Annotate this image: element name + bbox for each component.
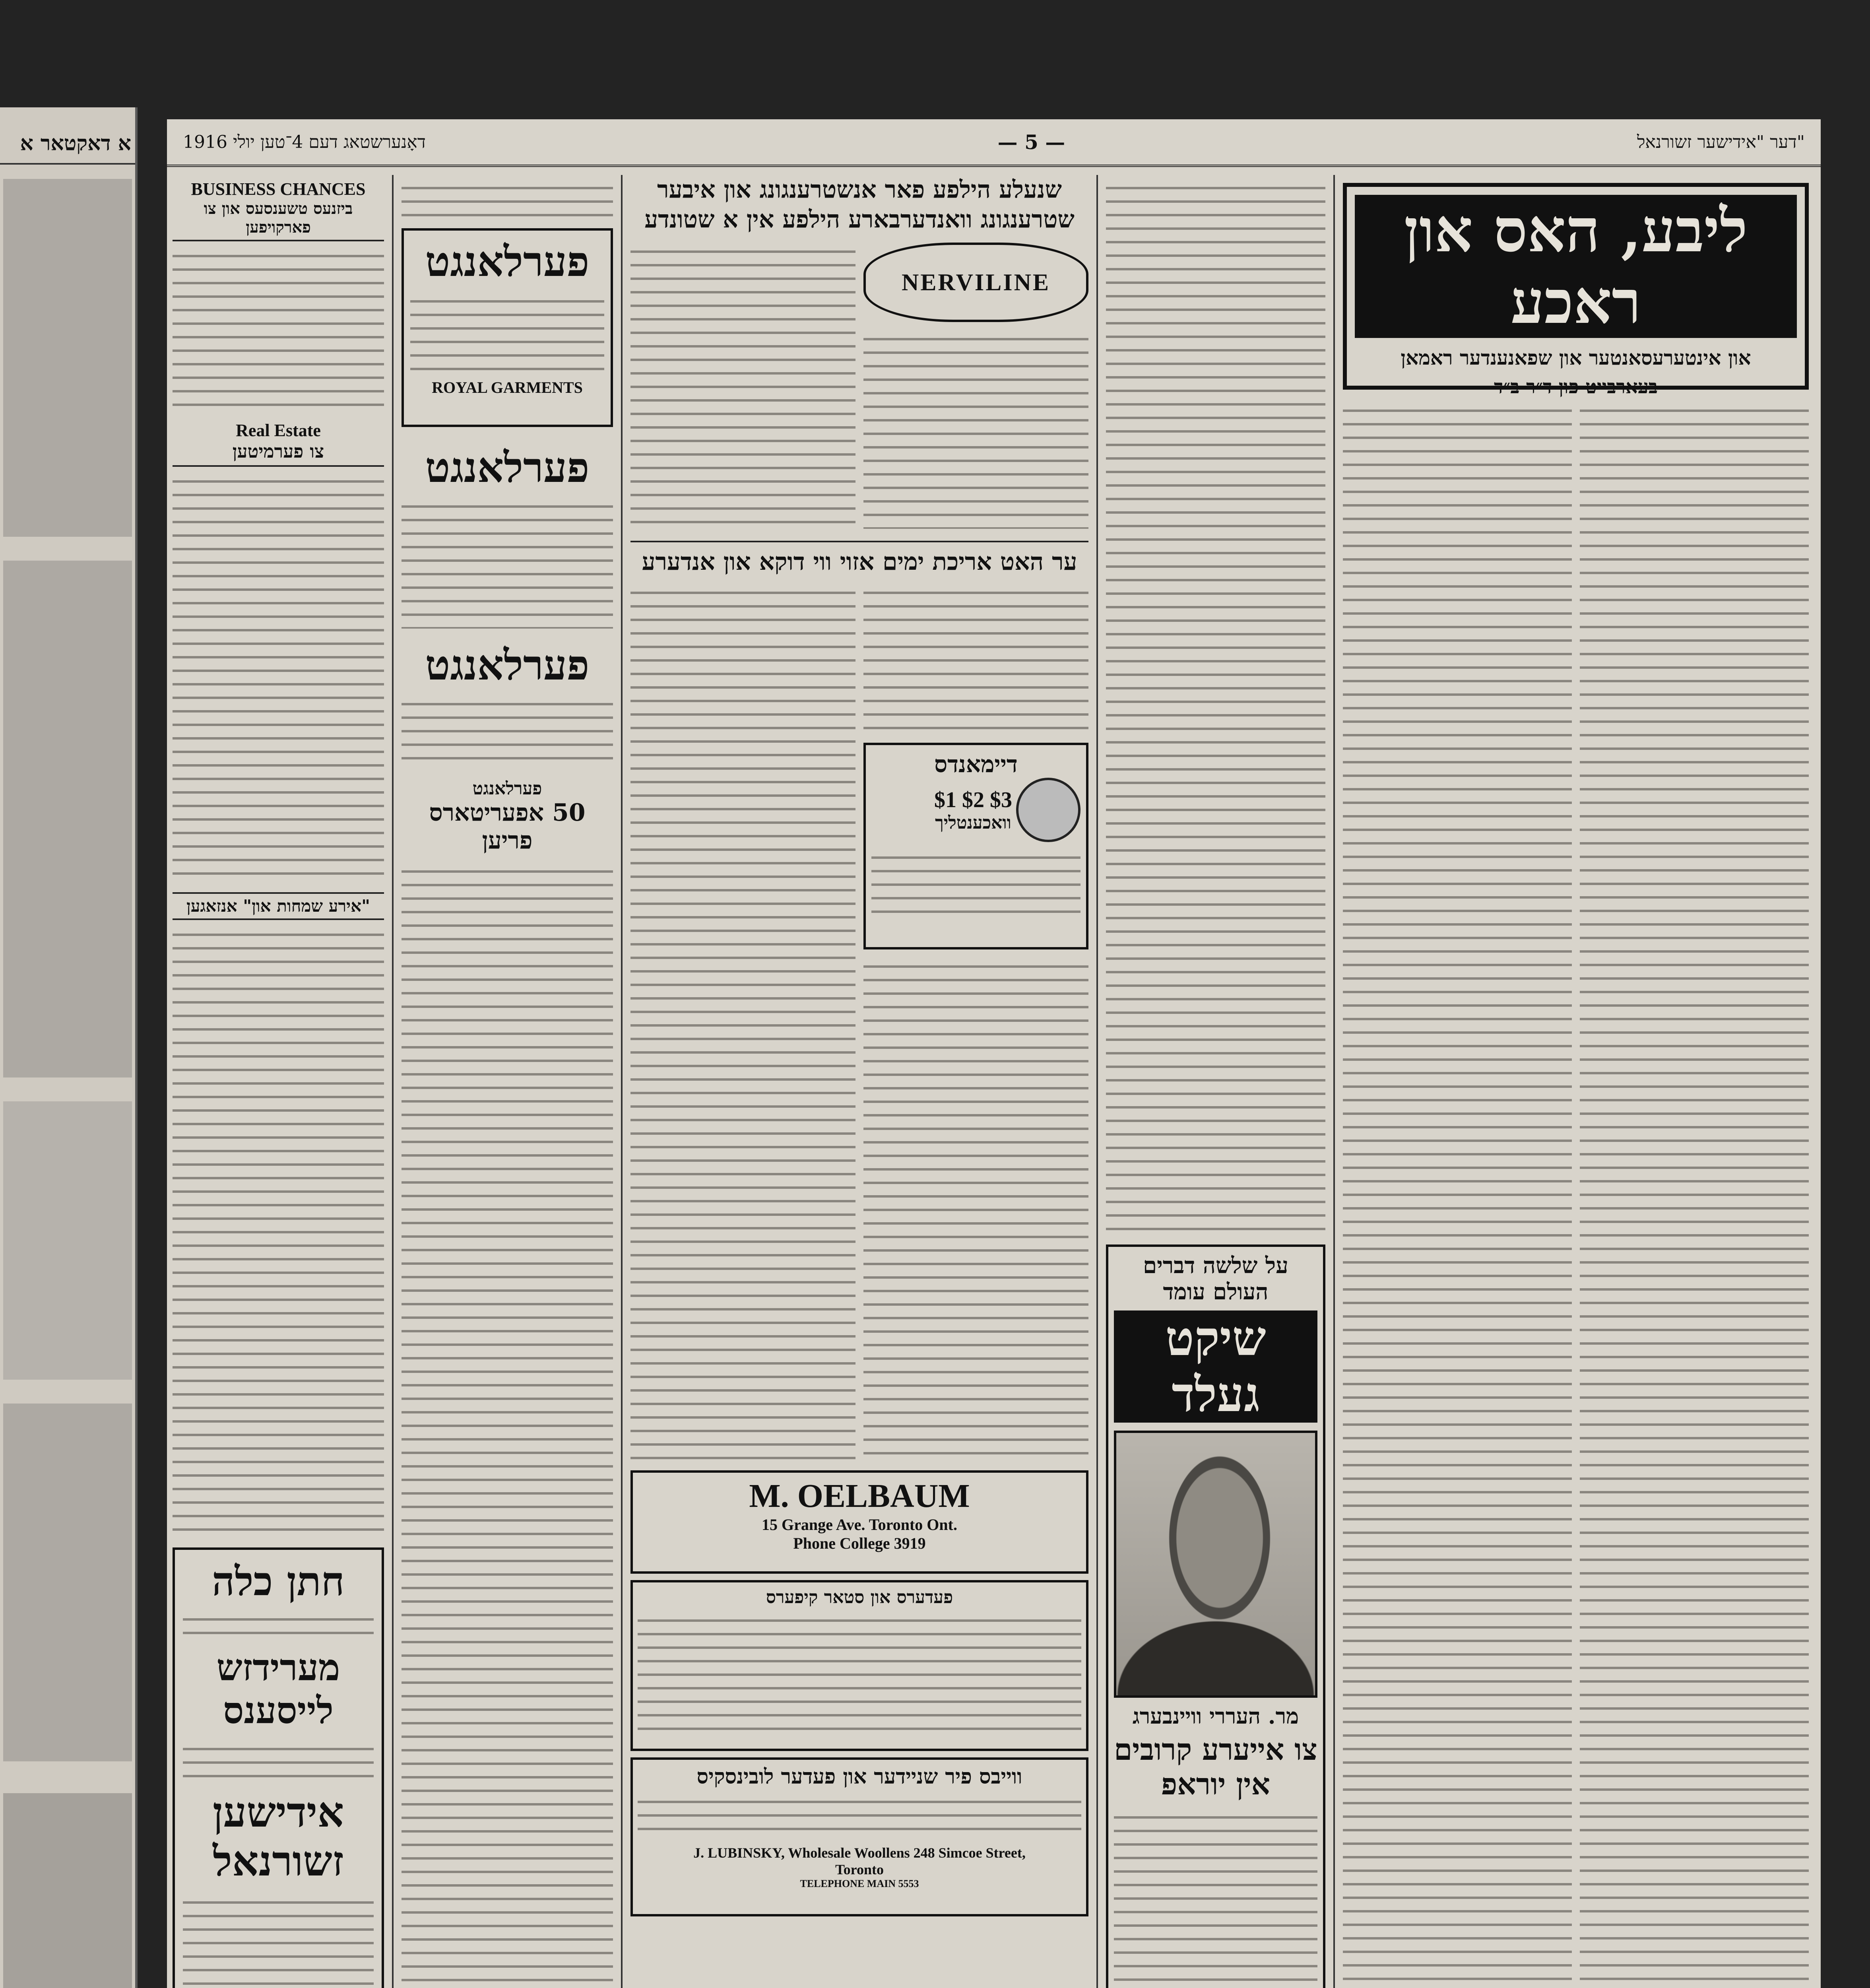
diamond-ring-icon xyxy=(1016,778,1080,842)
kallah-box-line xyxy=(183,1610,374,1634)
lubinsky-title: ווייבס פיר שניידער און פעדער לובינסקיס xyxy=(696,1765,1022,1789)
longevity-headline: ער האט אריכת ימים אזוי ווי דוקא און אנדערע xyxy=(630,541,1088,576)
oelbaum-phone: Phone College 3919 xyxy=(793,1534,926,1552)
serial-author: בעארבייט פון ד״ר ב״ד xyxy=(1494,376,1658,398)
serial-sub: און אינטערעסאנטער און שפאנענדער ראמאן xyxy=(1401,346,1751,369)
diamonds-text xyxy=(871,848,1080,920)
longevity-text xyxy=(863,584,1088,735)
wedding-text xyxy=(173,926,384,1538)
ad3-text xyxy=(402,695,613,767)
adjacent-page-strip: א דאקטאר א xyxy=(0,107,138,1988)
ad1-title: פערלאנגט xyxy=(425,237,590,286)
journal-ad-body xyxy=(183,1893,374,1988)
feathers-ad xyxy=(630,1580,1088,1751)
business-chances-sub: ביזנעס טשענסעס און צו פארקויפען xyxy=(173,199,384,241)
oelbaum-address: 15 Grange Ave. Toronto Ont. xyxy=(762,1516,957,1534)
journal-ad-l3: אידישען xyxy=(212,1788,344,1837)
feathers-text xyxy=(638,1611,1081,1739)
schick-title: שיקט געלד xyxy=(1114,1310,1317,1423)
column-feature xyxy=(625,175,1094,1988)
kallah-journal-ad xyxy=(173,1547,384,1988)
journal-ad-l4: זשורנאל xyxy=(213,1837,344,1885)
paper-name: דער "אידישער זשורנאל" xyxy=(1637,132,1805,152)
column-classifieds xyxy=(167,175,390,1988)
lubinsky-city: Toronto xyxy=(835,1862,884,1877)
journal-ad-l1: מערידזש xyxy=(216,1646,340,1689)
nerviline-logo-text: NERVILINE xyxy=(902,269,1050,295)
column-story xyxy=(1100,175,1331,1988)
ad4-sub: 50 אפעריטארס פריען xyxy=(429,799,586,854)
ad2-text xyxy=(402,497,613,629)
page-masthead xyxy=(167,119,1821,167)
col3-left-text xyxy=(863,957,1088,1458)
journal-ad-text xyxy=(183,1740,374,1780)
real-estate-text xyxy=(173,472,384,886)
col3-right-text xyxy=(630,584,855,1466)
journal-ad-l2: לייסענס xyxy=(223,1689,334,1732)
nerviline-text xyxy=(863,330,1088,529)
serial-title: ליבע, האס און ראכע xyxy=(1355,195,1797,338)
real-estate-sub: צו פערמיטען xyxy=(173,441,384,467)
diamonds-title: דיימאנדס xyxy=(934,751,1018,778)
serial-banner xyxy=(1343,183,1809,398)
feathers-title: פעדערס און סטאר קיפערס xyxy=(766,1587,953,1607)
weinberg-portrait xyxy=(1114,1431,1317,1698)
ad1-text xyxy=(410,292,604,372)
page-number: — 5 — xyxy=(997,130,1065,154)
serial-text-2 xyxy=(1343,402,1572,1988)
col2-top-note xyxy=(402,179,613,223)
portrait-caption: מר. העררי וויינבערג xyxy=(1132,1703,1299,1729)
lubinsky-text xyxy=(638,1793,1081,1840)
three-things: על שלשה דברים העולם עומד xyxy=(1143,1252,1288,1305)
lubinsky-phone: TELEPHONE MAIN 5553 xyxy=(800,1878,919,1889)
kallah-box-title: חתן כלה xyxy=(212,1558,345,1605)
portrait-sub: צו אייערע קרובים אין יוראפ xyxy=(1114,1733,1317,1802)
real-estate-header: Real Estate xyxy=(236,421,321,440)
business-text xyxy=(173,247,384,414)
wedding-announcements-header: "אירע שמחות און" אנזאגען xyxy=(173,892,384,920)
column-help-wanted xyxy=(396,175,619,1988)
oelbaum-ad xyxy=(630,1470,1088,1574)
column-serial xyxy=(1337,175,1814,1988)
oelbaum-name: M. OELBAUM xyxy=(749,1477,970,1514)
nerviline-text-2 xyxy=(630,243,855,529)
lubinsky-ad xyxy=(630,1757,1088,1916)
lubinsky-line: J. LUBINSKY, Wholesale Woollens 248 Simcoe Street, xyxy=(693,1845,1026,1861)
serial-text-1 xyxy=(1580,402,1809,1988)
weinberg-text xyxy=(1114,1808,1317,1988)
issue-date: דאָנערשטאג דעם 4־טען יולי 1916 xyxy=(183,132,426,152)
ad1-sub: ROYAL GARMENTS xyxy=(432,379,583,396)
help-wanted-text xyxy=(402,862,613,1988)
diamonds-ad xyxy=(863,743,1088,949)
nerviline-headline: שנעלע הילפע פאר אנשטרענגונג און איבער שטרענגונג וואנדערבארע הילפע אין א שטונדע xyxy=(644,176,1075,233)
diamonds-prices: $1 $2 $3 xyxy=(934,787,1012,812)
weinberg-ad xyxy=(1106,1244,1325,1988)
business-chances-header: BUSINESS CHANCES xyxy=(191,179,366,199)
diamonds-sub: וואכענטליך xyxy=(935,812,1011,833)
royal-garments-ad xyxy=(402,228,613,427)
newspaper-page xyxy=(167,119,1821,1988)
ad2-title: פערלאנגט xyxy=(425,443,590,492)
ad4-title: פערלאנגט xyxy=(472,779,542,799)
nerviline-logo xyxy=(863,243,1088,322)
story-text xyxy=(1106,179,1325,1237)
ad3-title: פערלאנגט xyxy=(425,641,590,689)
